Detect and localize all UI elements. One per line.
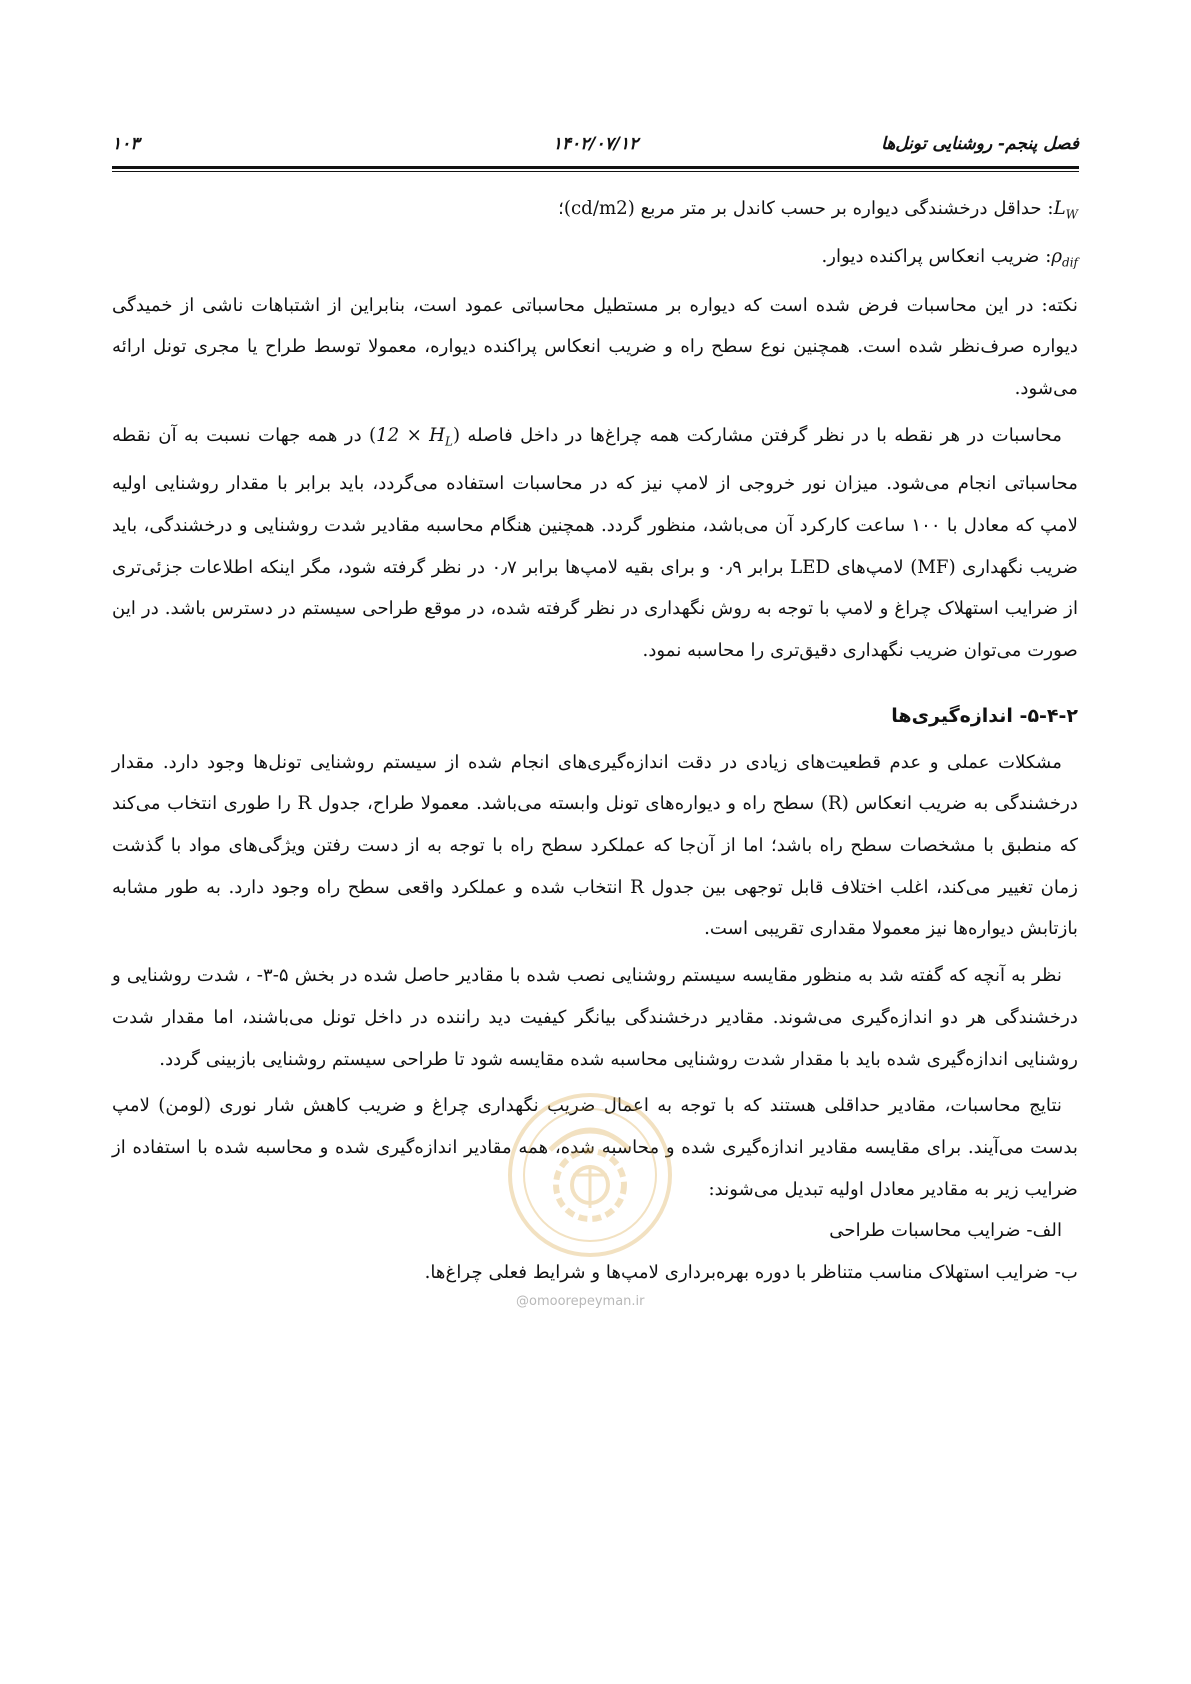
- watermark-site: @omoorepeyman.ir: [516, 1294, 645, 1309]
- measurement-paragraph-1: مشکلات عملی و عدم قطعیت‌های زیادی در دقت اندازه‌گیری‌های انجام شده از سیستم روشنایی تونل‌ها وجود دارد. مقدار درخشندگی به ضریب انعکاس (R) سطح راه و دیواره‌های تونل وابسته می‌باشد. معمولا طراح، جدول R را طوری انتخاب می‌کند که منطبق با مشخصات سطح راه باشد؛ اما از آن‌جا که عملکرد سطح راه با توجه به از دست رفتن ویژگی‌های مواد با گذشت زمان تغییر می‌کند، اغلب اختلاف قابل توجهی بین جدول R انتخاب شده و عملکرد واقعی سطح راه وجود دارد. به طور مشابه بازتابش دیواره‌ها نیز معمولا مقداری تقریبی است.: [112, 751, 1079, 940]
- header-rule-thin: [112, 171, 1079, 172]
- note-paragraph: نکته: در این محاسبات فرض شده است که دیواره بر مستطیل محاسباتی عمود است، بنابراین از اشتباهات ناشی از خمیدگی دیواره صرف‌نظر شده است. همچنین نوع سطح راه و ضریب انعکاس پراکنده دیواره، معمولا توسط طراح یا مجری تونل ارائه می‌شود.: [112, 294, 1078, 400]
- definition-rho: [112, 236, 1078, 284]
- lw-description: : حداقل درخشندگی دیواره بر حسب کاندل بر متر مربع (cd/m2)؛: [558, 198, 1054, 219]
- section-heading: ۵-۴-۲- اندازه‌گیری‌ها: [891, 704, 1078, 727]
- list-item-b: ب- ضرایب استهلاک مناسب متناظر با دوره بهره‌برداری لامپ‌ها و شرایط فعلی چراغ‌ها.: [424, 1262, 1078, 1284]
- page-number: ۱۰۳: [112, 134, 140, 154]
- page-header: [112, 128, 1079, 158]
- header-rule-thick: [112, 166, 1079, 169]
- rho-description: : ضریب انعکاس پراکنده دیوار.: [821, 246, 1052, 268]
- calculation-paragraph: محاسبات در هر نقطه با در نظر گرفتن مشارکت همه چراغ‌ها در داخل فاصله $(12 \times H_L)$ در همه جهات نسبت به آن نقطه محاسباتی انجام می‌شود. میزان نور خروجی از لامپ نیز که در محاسبات استفاده می‌گردد، باید برابر با مقدار روشنایی اولیه لامپ که معادل با ۱۰۰ ساعت کارکرد آن می‌باشد، منظور گردد. همچنین هنگام محاسبه مقادیر شدت روشنایی و درخشندگی، باید ضریب نگهداری (MF) لامپ‌های LED برابر ۰٫۹ و برای بقیه لامپ‌ها برابر ۰٫۷ در نظر گرفته شود، مگر اینکه اطلاعات جزئی‌تری از ضرایب استهلاک چراغ و لامپ با توجه به روش نگهداری در نظر گرفته شده، در موقع طراحی سیستم در دسترس باشد. در این صورت می‌توان ضریب نگهداری دقیق‌تری را محاسبه نمود.: [112, 424, 1079, 661]
- measurement-paragraph-3: نتایج محاسبات، مقادیر حداقلی هستند که با توجه به اعمال ضریب نگهداری چراغ و ضریب کاهش شار نوری (لومن) لامپ بدست می‌آیند. برای مقایسه مقادیر اندازه‌گیری شده و محاسبه شده، همه مقادیر اندازه‌گیری شده و محاسبه شده با استفاده از ضرایب زیر به مقادیر معادل اولیه تبدیل می‌شوند:: [112, 1095, 1078, 1200]
- chapter-title: فصل پنجم- روشنایی تونل‌ها: [881, 134, 1079, 154]
- definition-lw: [112, 188, 1078, 236]
- rho-symbol: $\rho_{dif}$: [1051, 246, 1078, 270]
- measurement-paragraph-2: نظر به آنچه که گفته شد به منظور مقایسه سیستم روشنایی نصب شده با مقادیر حاصل شده در بخش ۵-۳- ، شدت روشنایی و درخشندگی هر دو اندازه‌گیری می‌شوند. مقادیر درخشندگی بیانگر کیفیت دید راننده در داخل تونل می‌باشند، اما مقدار شدت روشنایی اندازه‌گیری شده باید با مقدار شدت روشنایی محاسبه شده مقایسه شود تا طراحی سیستم روشنایی بازبینی گردد.: [112, 965, 1078, 1070]
- list-item-a: الف- ضرایب محاسبات طراحی: [829, 1220, 1062, 1242]
- watermark-seal-icon: [505, 1090, 675, 1260]
- lw-symbol: $L_W$: [1053, 198, 1078, 222]
- header-date: ۱۴۰۲/۰۷/۱۲: [552, 134, 639, 154]
- calc-formula: $12 \times H_L$: [376, 424, 453, 449]
